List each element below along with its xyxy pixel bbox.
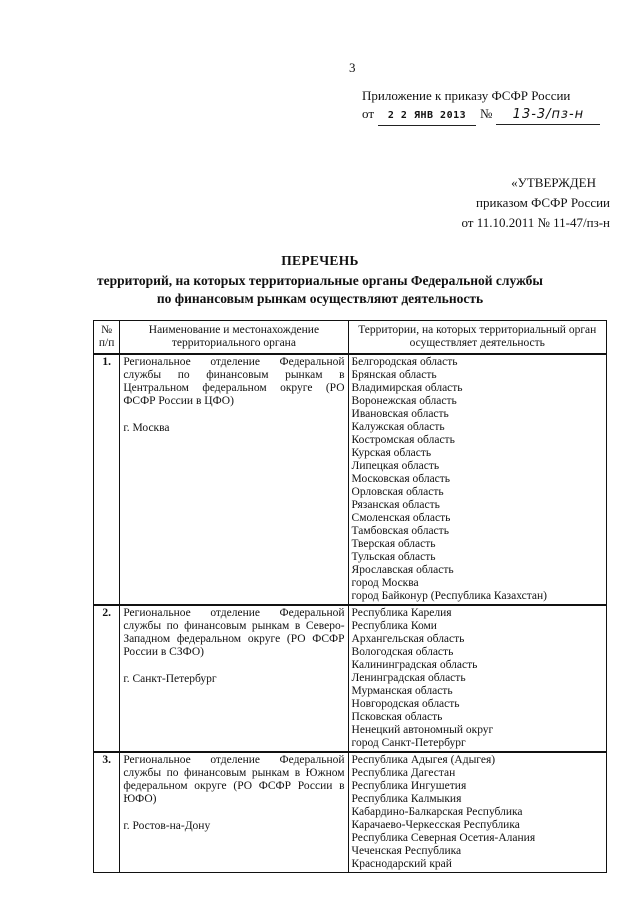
territory-item: Республика Ингушетия bbox=[351, 780, 467, 792]
table-row bbox=[94, 354, 607, 605]
from-label: от bbox=[362, 106, 375, 121]
territory-item: Карачаево-Черкесская Республика bbox=[351, 819, 520, 831]
organ-cell bbox=[120, 752, 348, 873]
row-number: 2. bbox=[94, 605, 120, 752]
territory-item: Республика Карелия bbox=[351, 607, 452, 619]
organ-name: Региональное отделение Федеральной службы по финансовым рынкам в Северо-Западном федеральном округе (РО ФСФР России в СЗФО) bbox=[123, 607, 345, 658]
territory-item: Республика Дагестан bbox=[351, 767, 456, 779]
organ-name: Региональное отделение Федеральной службы по финансовым рынкам в Южном федеральном округе (РО ФСФР России в ЮФО) bbox=[123, 754, 345, 805]
territory-item: Липецкая область bbox=[351, 460, 440, 472]
table-body bbox=[94, 354, 607, 873]
appendix-date-line bbox=[362, 105, 600, 126]
approval-block bbox=[410, 173, 610, 233]
table-row bbox=[94, 752, 607, 873]
territory-item: Псковская область bbox=[351, 711, 443, 723]
order-number-handwritten: 13-3/пз-н bbox=[496, 106, 600, 125]
approved-heading: «УТВЕРЖДЕН bbox=[511, 175, 596, 190]
territory-item: Мурманская область bbox=[351, 685, 453, 697]
territory-item: Кабардино-Балкарская Республика bbox=[351, 806, 523, 818]
territory-item: Республика Коми bbox=[351, 620, 437, 632]
header-organ: Наименование и местонахождение территориального органа bbox=[120, 321, 348, 355]
territories-cell bbox=[348, 354, 606, 605]
territory-item: Ярославская область bbox=[351, 564, 454, 576]
page-number: 3 bbox=[349, 60, 356, 75]
appendix-header bbox=[362, 87, 600, 126]
territory-item: город Москва bbox=[351, 577, 419, 589]
table-header-row bbox=[94, 321, 607, 355]
territory-item: Воронежская область bbox=[351, 395, 457, 407]
territory-item: Рязанская область bbox=[351, 499, 440, 511]
row-number: 1. bbox=[94, 354, 120, 605]
approved-by: приказом ФСФР России bbox=[476, 195, 610, 210]
territories-cell bbox=[348, 605, 606, 752]
appendix-title: Приложение к приказу ФСФР России bbox=[362, 88, 571, 103]
territory-item: Чеченская Республика bbox=[351, 845, 462, 857]
territory-item: Смоленская область bbox=[351, 512, 451, 524]
organ-name: Региональное отделение Федеральной службы по финансовым рынкам в Центральном федеральном округе (РО ФСФР России в ЦФО) bbox=[123, 356, 345, 407]
organ-location: г. Москва bbox=[123, 422, 170, 434]
territory-item: Белгородская область bbox=[351, 356, 458, 368]
territory-item: город Байконур (Республика Казахстан) bbox=[351, 590, 547, 602]
territory-item: Ненецкий автономный округ bbox=[351, 724, 494, 736]
document-title: ПЕРЕЧЕНЬ bbox=[281, 253, 359, 268]
territory-item: Ивановская область bbox=[351, 408, 449, 420]
territory-item: Московская область bbox=[351, 473, 451, 485]
territory-item: Калининградская область bbox=[351, 659, 478, 671]
territory-item: Курская область bbox=[351, 447, 432, 459]
territory-item: Калужская область bbox=[351, 421, 445, 433]
territory-item: Тамбовская область bbox=[351, 525, 449, 537]
header-territories: Территории, на которых территориальный орган осуществляет деятельность bbox=[348, 321, 606, 355]
subtitle-line-1: территорий, на которых территориальные органы Федеральной службы bbox=[97, 273, 543, 288]
territories-cell bbox=[348, 752, 606, 873]
number-label: № bbox=[480, 106, 493, 121]
territory-item: Брянская область bbox=[351, 369, 437, 381]
subtitle-line-2: по финансовым рынкам осуществляют деятельность bbox=[156, 291, 484, 306]
territory-item: Владимирская область bbox=[351, 382, 463, 394]
territory-item: Тверская область bbox=[351, 538, 436, 550]
table-row bbox=[94, 605, 607, 752]
territory-item: Тульская область bbox=[351, 551, 436, 563]
order-date-stamp: 2 2 ЯНВ 2013 bbox=[378, 107, 476, 126]
territory-item: Республика Северная Осетия-Алания bbox=[351, 832, 536, 844]
territory-item: Вологодская область bbox=[351, 646, 454, 658]
territory-item: Краснодарский край bbox=[351, 858, 452, 870]
row-number: 3. bbox=[94, 752, 120, 873]
territory-item: Костромская область bbox=[351, 434, 455, 446]
approved-order-ref: от 11.10.2011 № 11-47/пз-н bbox=[461, 215, 610, 230]
territory-item: Архангельская область bbox=[351, 633, 465, 645]
organ-cell bbox=[120, 605, 348, 752]
organ-location: г. Ростов-на-Дону bbox=[123, 820, 211, 832]
organ-cell bbox=[120, 354, 348, 605]
territory-item: Орловская область bbox=[351, 486, 444, 498]
territories-table bbox=[93, 320, 607, 873]
territory-item: Республика Адыгея (Адыгея) bbox=[351, 754, 496, 766]
territory-item: Республика Калмыкия bbox=[351, 793, 462, 805]
territory-item: город Санкт-Петербург bbox=[351, 737, 466, 749]
organ-location: г. Санкт-Петербург bbox=[123, 673, 217, 685]
territory-item: Новгородская область bbox=[351, 698, 460, 710]
territory-item: Ленинградская область bbox=[351, 672, 466, 684]
document-subtitle bbox=[0, 272, 640, 308]
header-number: № п/п bbox=[94, 321, 120, 355]
